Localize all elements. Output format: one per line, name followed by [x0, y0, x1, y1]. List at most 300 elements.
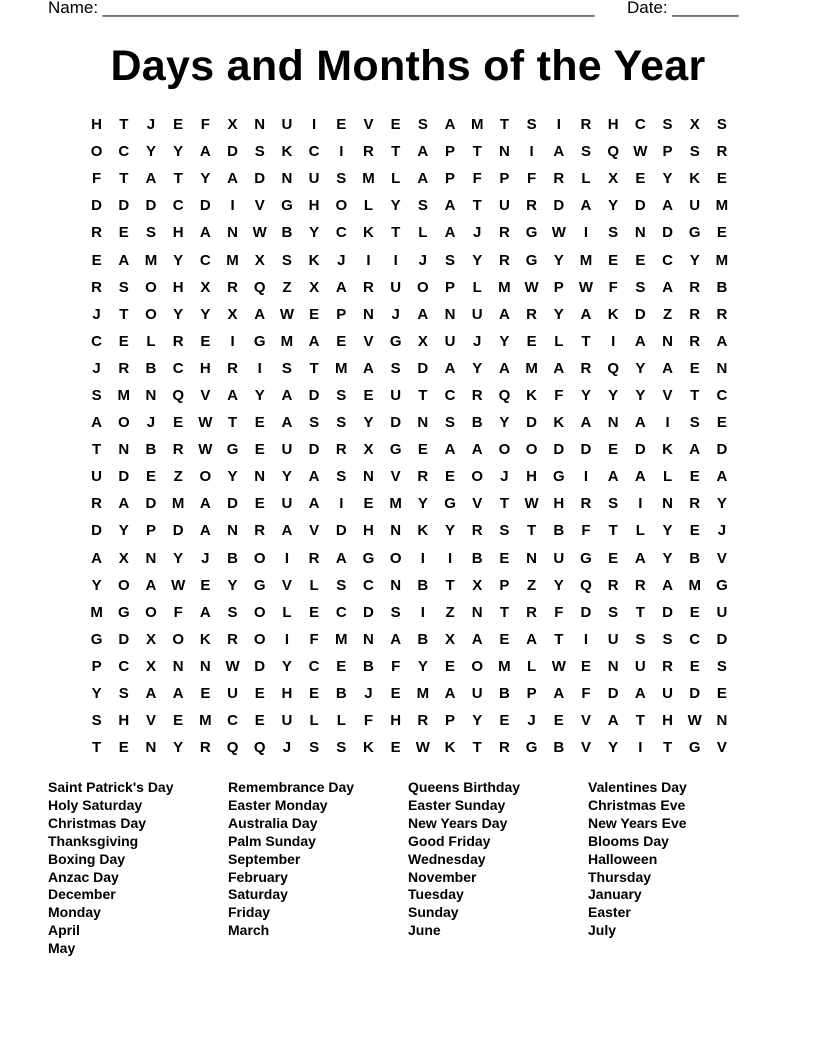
grid-cell: D — [607, 685, 619, 703]
grid-cell: A — [607, 468, 619, 486]
grid-cell: B — [335, 685, 347, 703]
grid-cell: D — [335, 522, 347, 540]
grid-cell: D — [553, 441, 565, 459]
grid-cell: S — [227, 603, 238, 621]
grid-cell: Y — [309, 224, 320, 242]
grid-row — [83, 626, 737, 653]
grid-cell: I — [583, 630, 589, 648]
grid-cell: A — [281, 522, 293, 540]
grid-cell: L — [391, 170, 401, 188]
grid-cell: S — [526, 116, 537, 134]
grid-cell: P — [145, 522, 156, 540]
grid-cell: L — [662, 468, 673, 486]
word-bank-item: Easter Monday — [228, 796, 328, 813]
grid-cell: G — [226, 441, 239, 459]
grid-cell: A — [662, 576, 673, 594]
grid-cell: L — [472, 278, 482, 296]
grid-cell: M — [280, 332, 294, 350]
grid-cell: Y — [608, 739, 619, 757]
grid-cell: H — [526, 468, 538, 486]
grid-cell: T — [499, 603, 509, 621]
grid-cell: R — [363, 143, 374, 161]
grid-cell: S — [390, 359, 401, 377]
grid-cell: A — [662, 359, 673, 377]
grid-cell: N — [145, 549, 157, 567]
grid-cell: Y — [445, 522, 456, 540]
grid-cell: M — [226, 251, 239, 269]
grid-cell: D — [634, 197, 646, 215]
grid-cell: D — [634, 305, 646, 323]
grid-cell: A — [553, 359, 565, 377]
grid-cell: R — [689, 305, 701, 323]
grid-cell: Z — [662, 305, 673, 323]
grid-cell: U — [444, 332, 456, 350]
grid-cell: X — [608, 170, 619, 188]
grid-cell: J — [418, 251, 428, 269]
grid-cell: A — [634, 685, 646, 703]
grid-cell: N — [145, 386, 157, 404]
grid-cell: M — [579, 251, 593, 269]
grid-cell: H — [363, 522, 374, 540]
grid-cell: P — [526, 685, 537, 703]
grid-cell: W — [198, 414, 213, 432]
grid-cell: E — [309, 685, 320, 703]
grid-cell: J — [500, 468, 509, 486]
grid-cell: A — [199, 495, 211, 513]
grid-cell: P — [499, 576, 510, 594]
grid-cell: B — [553, 739, 565, 757]
grid-cell: B — [145, 441, 157, 459]
grid-cell: V — [281, 576, 292, 594]
grid-row — [83, 734, 737, 761]
grid-cell: E — [608, 441, 619, 459]
grid-cell: X — [118, 549, 129, 567]
grid-row — [83, 355, 737, 382]
grid-cell: G — [716, 576, 728, 594]
grid-cell: I — [665, 414, 670, 432]
grid-cell: J — [337, 251, 346, 269]
grid-cell: C — [662, 251, 673, 269]
grid-cell: H — [172, 278, 184, 296]
grid-cell: S — [417, 197, 428, 215]
grid-cell: E — [173, 712, 184, 730]
word-bank-item: New Years Day — [408, 814, 508, 831]
grid-cell: I — [339, 495, 344, 513]
grid-cell: I — [230, 197, 235, 215]
grid-cell: T — [581, 332, 591, 350]
grid-cell: J — [282, 739, 292, 757]
grid-cell: Z — [282, 278, 292, 296]
grid-cell: J — [146, 414, 156, 432]
grid-cell: G — [90, 630, 103, 648]
grid-cell: S — [91, 386, 102, 404]
grid-cell: N — [172, 657, 184, 675]
grid-cell: R — [471, 522, 483, 540]
grid-cell: H — [281, 685, 293, 703]
grid-cell: H — [553, 495, 565, 513]
grid-cell: F — [92, 170, 102, 188]
grid-cell: A — [145, 685, 157, 703]
word-bank-item: Friday — [228, 904, 271, 921]
grid-cell: R — [580, 495, 592, 513]
grid-cell: E — [309, 305, 320, 323]
grid-cell: E — [445, 468, 456, 486]
grid-cell: W — [198, 441, 213, 459]
grid-cell: F — [581, 685, 591, 703]
grid-cell: H — [91, 116, 103, 134]
grid-cell: D — [689, 685, 701, 703]
grid-cell: Y — [227, 576, 238, 594]
grid-cell: P — [553, 278, 564, 296]
grid-cell: M — [171, 495, 185, 513]
grid-cell: N — [254, 468, 266, 486]
grid-cell: I — [366, 251, 371, 269]
grid-cell: R — [91, 495, 103, 513]
grid-cell: T — [499, 116, 509, 134]
grid-cell: E — [635, 170, 646, 188]
grid-cell: L — [282, 603, 292, 621]
word-bank-item: November — [408, 868, 477, 885]
grid-cell: K — [363, 224, 374, 242]
grid-cell: J — [473, 224, 482, 242]
grid-cell: T — [309, 359, 319, 377]
grid-cell: A — [145, 170, 157, 188]
grid-cell: T — [635, 712, 645, 730]
grid-cell: Z — [445, 603, 455, 621]
grid-cell: W — [279, 305, 294, 323]
grid-cell: B — [716, 278, 728, 296]
grid-cell: E — [716, 414, 727, 432]
grid-cell: Y — [553, 251, 564, 269]
grid-cell: S — [580, 143, 591, 161]
grid-cell: O — [253, 630, 266, 648]
grid-cell: E — [363, 386, 374, 404]
grid-cell: X — [200, 278, 211, 296]
grid-cell: S — [499, 522, 510, 540]
grid-cell: S — [445, 251, 456, 269]
name-field-label: Name: ____________________________________________________ — [48, 0, 595, 17]
grid-cell: Q — [253, 278, 266, 296]
word-bank-item: Valentines Day — [588, 779, 687, 795]
grid-cell: V — [254, 197, 265, 215]
grid-cell: M — [389, 495, 402, 513]
grid-cell: A — [444, 685, 456, 703]
grid-cell: P — [336, 305, 347, 323]
grid-cell: R — [227, 630, 238, 648]
grid-cell: A — [417, 305, 429, 323]
grid-cell: E — [716, 685, 727, 703]
grid-cell: D — [580, 441, 592, 459]
word-bank-item: Good Friday — [408, 832, 491, 849]
grid-cell: A — [227, 170, 238, 188]
grid-cell: L — [309, 576, 319, 594]
grid-cell: R — [580, 359, 592, 377]
grid-cell: J — [391, 305, 400, 323]
grid-cell: D — [526, 414, 538, 432]
grid-cell: A — [199, 603, 211, 621]
grid-cell: N — [716, 359, 728, 377]
grid-cell: N — [607, 414, 619, 432]
grid-cell: E — [336, 116, 347, 134]
grid-cell: A — [91, 549, 103, 567]
grid-cell: W — [225, 657, 240, 675]
grid-cell: E — [445, 657, 456, 675]
grid-cell: B — [363, 657, 374, 675]
grid-cell: U — [281, 712, 293, 730]
grid-cell: W — [551, 224, 566, 242]
grid-cell: L — [635, 522, 645, 540]
grid-cell: H — [199, 359, 211, 377]
grid-cell: A — [553, 143, 565, 161]
grid-cell: A — [227, 386, 238, 404]
grid-cell: S — [281, 251, 292, 269]
word-bank-item: Holy Saturday — [48, 796, 143, 813]
grid-cell: Y — [281, 468, 292, 486]
grid-cell: M — [335, 630, 348, 648]
grid-cell: N — [363, 305, 374, 323]
grid-cell: Y — [472, 359, 483, 377]
grid-cell: O — [335, 197, 348, 215]
grid-cell: Y — [91, 685, 102, 703]
grid-cell: V — [472, 495, 483, 513]
grid-cell: G — [552, 468, 565, 486]
grid-cell: H — [390, 712, 402, 730]
grid-cell: Y — [472, 251, 483, 269]
grid-cell: U — [390, 386, 402, 404]
grid-cell: E — [689, 603, 700, 621]
grid-cell: Y — [118, 522, 129, 540]
word-bank-item: May — [48, 940, 76, 957]
grid-cell: F — [527, 170, 537, 188]
grid-cell: B — [145, 359, 157, 377]
grid-cell: M — [715, 197, 729, 215]
grid-cell: G — [580, 549, 592, 567]
grid-cell: E — [499, 549, 510, 567]
grid-cell: M — [117, 386, 131, 404]
grid-cell: T — [391, 143, 401, 161]
grid-row — [83, 246, 737, 273]
grid-cell: C — [634, 116, 646, 134]
grid-cell: N — [390, 576, 402, 594]
grid-cell: F — [363, 712, 374, 730]
grid-cell: R — [607, 576, 619, 594]
grid-cell: V — [309, 522, 320, 540]
grid-cell: A — [390, 630, 402, 648]
grid-cell: Y — [689, 251, 700, 269]
grid-cell: A — [91, 414, 103, 432]
word-bank-item: Monday — [48, 904, 101, 921]
grid-cell: I — [420, 603, 425, 621]
grid-cell: X — [417, 332, 428, 350]
grid-cell: E — [363, 495, 374, 513]
grid-cell: O — [471, 468, 484, 486]
grid-cell: N — [281, 170, 293, 188]
grid-cell: Y — [281, 657, 292, 675]
grid-cell: L — [146, 332, 156, 350]
word-bank-item: New Years Eve — [588, 814, 687, 831]
grid-cell: C — [308, 143, 320, 161]
grid-cell: X — [227, 305, 238, 323]
word-bank-column — [228, 779, 404, 940]
grid-cell: O — [145, 278, 157, 296]
grid-cell: R — [716, 143, 728, 161]
grid-cell: G — [253, 576, 266, 594]
grid-cell: U — [607, 630, 619, 648]
grid-cell: G — [688, 224, 701, 242]
grid-cell: K — [308, 251, 320, 269]
grid-cell: Y — [417, 495, 428, 513]
grid-row — [83, 328, 737, 355]
grid-cell: X — [309, 278, 320, 296]
grid-cell: V — [580, 712, 591, 730]
grid-cell: A — [634, 549, 646, 567]
grid-cell: N — [390, 522, 402, 540]
grid-cell: M — [498, 657, 511, 675]
word-bank-item: Christmas Eve — [588, 796, 686, 813]
grid-cell: M — [498, 278, 511, 296]
grid-cell: D — [118, 197, 130, 215]
grid-cell: U — [471, 305, 483, 323]
grid-cell: C — [335, 603, 347, 621]
grid-cell: W — [633, 143, 648, 161]
grid-cell: P — [445, 278, 456, 296]
grid-cell: J — [473, 332, 482, 350]
grid-cell: E — [553, 712, 564, 730]
grid-cell: W — [578, 278, 594, 296]
grid-cell: A — [199, 143, 211, 161]
grid-cell: R — [91, 224, 103, 242]
grid-cell: N — [526, 549, 538, 567]
grid-cell: J — [92, 359, 101, 377]
grid-cell: Y — [173, 251, 184, 269]
grid-cell: S — [336, 739, 347, 757]
grid-cell: B — [553, 522, 565, 540]
grid-cell: S — [608, 224, 619, 242]
grid-cell: V — [363, 332, 374, 350]
grid-cell: M — [715, 251, 729, 269]
grid-cell: P — [445, 170, 456, 188]
grid-cell: G — [525, 224, 538, 242]
grid-cell: E — [254, 712, 265, 730]
grid-cell: D — [199, 197, 211, 215]
grid-cell: U — [227, 685, 238, 703]
grid-cell: S — [118, 685, 129, 703]
grid-cell: U — [91, 468, 103, 486]
grid-cell: Y — [200, 305, 211, 323]
grid-cell: I — [312, 116, 317, 134]
grid-cell: E — [499, 630, 510, 648]
grid-cell: B — [498, 685, 510, 703]
grid-cell: X — [254, 251, 265, 269]
grid-cell: R — [172, 441, 184, 459]
grid-cell: M — [525, 359, 538, 377]
grid-cell: Y — [716, 495, 727, 513]
grid-cell: Z — [527, 576, 537, 594]
grid-cell: A — [308, 468, 320, 486]
grid-cell: I — [638, 739, 643, 757]
grid-cell: A — [444, 197, 456, 215]
grid-cell: C — [91, 332, 103, 350]
grid-cell: S — [445, 414, 456, 432]
grid-cell: Y — [145, 143, 156, 161]
grid-cell: W — [252, 224, 267, 242]
grid-cell: Q — [580, 576, 592, 594]
grid-cell: A — [308, 495, 320, 513]
word-bank-item: Easter Sunday — [408, 796, 506, 813]
grid-cell: G — [389, 332, 402, 350]
grid-cell: A — [254, 305, 266, 323]
grid-cell: T — [119, 170, 129, 188]
grid-cell: C — [172, 359, 184, 377]
grid-cell: M — [144, 251, 158, 269]
grid-cell: A — [308, 332, 320, 350]
grid-cell: Y — [417, 657, 428, 675]
grid-cell: N — [662, 332, 673, 350]
grid-cell: D — [254, 657, 266, 675]
word-bank-item: Tuesday — [408, 886, 464, 903]
grid-cell: A — [580, 414, 592, 432]
grid-row — [83, 463, 737, 490]
grid-cell: E — [118, 332, 129, 350]
grid-cell: I — [638, 495, 643, 513]
grid-cell: R — [662, 657, 673, 675]
grid-cell: D — [118, 468, 130, 486]
grid-cell: R — [254, 522, 266, 540]
grid-cell: L — [336, 712, 346, 730]
grid-cell: M — [416, 685, 430, 703]
grid-cell: N — [199, 657, 211, 675]
grid-cell: A — [444, 116, 456, 134]
grid-row — [83, 301, 737, 328]
grid-cell: E — [145, 468, 156, 486]
grid-cell: Q — [226, 739, 239, 757]
grid-cell: R — [199, 739, 211, 757]
grid-cell: A — [662, 197, 673, 215]
grid-cell: Y — [254, 386, 265, 404]
grid-cell: A — [662, 278, 673, 296]
grid-cell: B — [281, 224, 293, 242]
word-bank-item: September — [228, 850, 301, 867]
grid-cell: S — [91, 712, 102, 730]
grid-cell: L — [418, 224, 428, 242]
grid-cell: D — [390, 414, 402, 432]
grid-cell: A — [716, 332, 728, 350]
grid-cell: E — [689, 657, 700, 675]
grid-cell: O — [145, 603, 157, 621]
grid-cell: A — [118, 495, 130, 513]
grid-cell: A — [444, 441, 456, 459]
grid-cell: E — [390, 116, 401, 134]
grid-cell: E — [417, 441, 428, 459]
grid-cell: O — [471, 657, 484, 675]
grid-cell: A — [471, 441, 483, 459]
grid-cell: A — [281, 414, 293, 432]
grid-row — [83, 409, 737, 436]
grid-cell: O — [498, 441, 511, 459]
grid-cell: D — [716, 441, 728, 459]
grid-cell: T — [92, 441, 102, 459]
grid-cell: K — [417, 522, 429, 540]
grid-cell: E — [716, 170, 727, 188]
grid-row — [83, 653, 737, 680]
grid-cell: I — [583, 468, 589, 486]
grid-cell: S — [608, 495, 619, 513]
grid-cell: S — [662, 630, 673, 648]
grid-cell: S — [390, 603, 401, 621]
page-title: Days and Months of the Year — [110, 42, 706, 90]
grid-cell: A — [145, 576, 157, 594]
grid-cell: V — [363, 116, 374, 134]
